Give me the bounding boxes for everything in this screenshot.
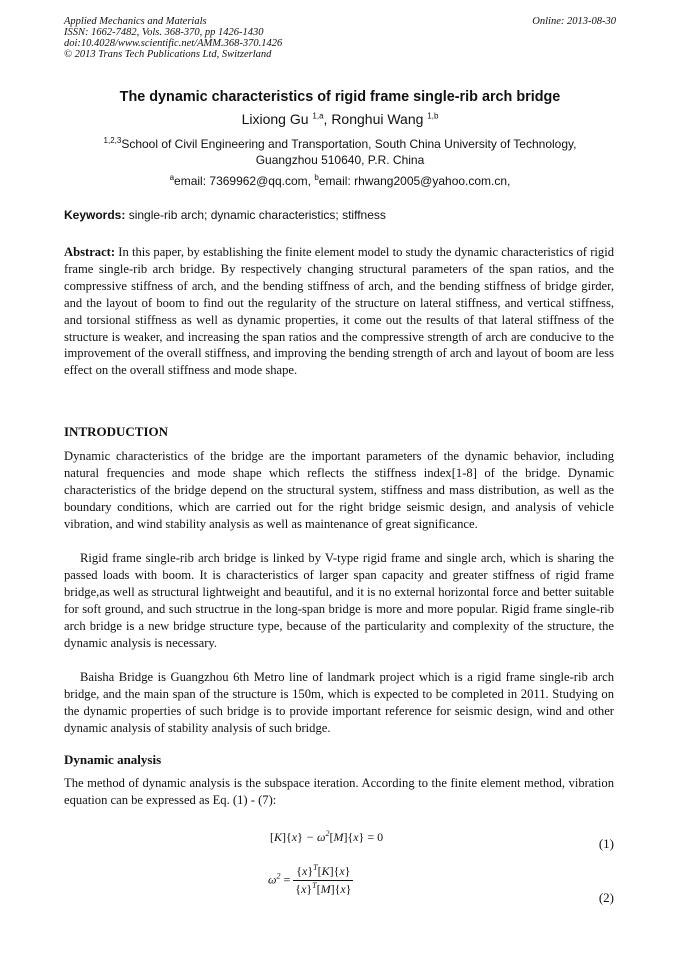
equation-1-number: (1) <box>598 836 614 851</box>
author-1-name: Lixiong Gu <box>241 111 309 127</box>
email-a-sup: a <box>169 173 175 182</box>
affiliation <box>64 136 616 168</box>
journal-copyright: © 2013 Trans Tech Publications Ltd, Switzerland <box>64 49 272 60</box>
keywords-label: Keywords: <box>64 208 126 222</box>
equation-2: $\omega^2$ = $\frac{\{x\}^T[K]\{x\}}{\{x\}^T[M]\{x\}}$ <box>268 863 352 896</box>
email-a: email: 7369962@qq.com, <box>174 174 315 188</box>
journal-name: Applied Mechanics and Materials <box>64 16 207 27</box>
equation-1: $[K]\{x\} - \omega^2[M]\{x\} = 0$ <box>270 829 384 844</box>
abstract-label: Abstract: <box>64 245 116 259</box>
keywords <box>64 208 616 222</box>
author-1-affil: 1,a <box>312 111 324 121</box>
author-separator: , <box>323 111 332 127</box>
abstract <box>64 244 614 379</box>
email-line <box>64 174 616 188</box>
equation-2-fraction: $\frac{\{x\}^T[K]\{x\}}{\{x\}^T[M]\{x\}}$ <box>295 863 352 896</box>
paper-title: The dynamic characteristics of rigid frame single-rib arch bridge <box>119 89 561 105</box>
introduction-paragraph-2: Rigid frame single-rib arch bridge is linked by V-type rigid frame and single arch, which is sharing the passed loads with boom. It is characteristics of larger span capacity and greater stiffness of rigid frame bridge,as well as structural lightweight and beautiful, and it is no external horizontal force and better suitable for soft ground, and such structrue in the long-span bridge is more and more popular. Rigid frame single-rib arch bridge is a new bridge structure type, because of the particularity and complexity of the structure, the dynamic analysis is necessary. <box>64 551 614 650</box>
journal-issn: ISSN: 1662-7482, Vols. 368-370, pp 1426-1430 <box>64 27 264 38</box>
equation-2-number: (2) <box>598 890 614 905</box>
author-2-affil: 1,b <box>427 111 439 121</box>
email-b-sup: b <box>314 173 319 182</box>
author-2-name: Ronghui Wang <box>331 111 424 127</box>
online-date: Online: 2013-08-30 <box>532 16 616 27</box>
introduction-paragraph-3: Baisha Bridge is Guangzhou 6th Metro line of landmark project which is a rigid frame single-rib arch bridge, and the main span of the structure is 150m, which is expected to be completed in 2011. Studying on the dynamic properties of such bridge is to provide important reference for seismic design, wind and other dynamic analysis of stability analysis of such bridge. <box>64 670 614 735</box>
affiliation-line-2: Guangzhou 510640, P.R. China <box>255 153 425 167</box>
abstract-text: In this paper, by establishing the finite element model to study the dynamic characteristics of rigid frame single-rib arch bridge. By respectively changing structural parameters of the span ratios, and the compressive stiffness of arch, and the bending stiffness of arch, and the bending stiffness of bridge girder, and the layout of boom to find out the regularity of the structure on lateral stiffness, and vertical stiffness, and torsional stiffness as well as dynamic properties, it come out the results of that lateral stiffness of the structure is weaker, and increasing the span ratios and the compressive strength of arch are conducive to the improvement of the overall stiffness, and improving the bending strength of arch and layout of boom are less effect on the overall stiffness and mode shape. <box>64 245 614 378</box>
introduction-paragraph-1: Dynamic characteristics of the bridge are the important parameters of the dynamic behavior, including natural frequencies and mode shape which reflects the stiffness index[1-8] of the bridge. Dynamic characteristics of the bridge depend on the structural system, stiffness and mass distribution, as well as the boundary conditions, which are carried out for the right bridge seismic design, and analysis of vehicle vibration, and wind stability analysis as well as maintenance of great significance. <box>64 449 614 531</box>
affiliation-line-1: School of Civil Engineering and Transportation, South China University of Technology, <box>121 137 577 151</box>
dynamic-analysis-paragraph: The method of dynamic analysis is the subspace iteration. According to the finite element method, vibration equation can be expressed as Eq. (1) - (7): <box>64 776 614 807</box>
journal-doi: doi:10.4028/www.scientific.net/AMM.368-370.1426 <box>64 38 283 49</box>
email-b: email: rhwang2005@yahoo.com.cn, <box>318 174 511 188</box>
introduction-heading: INTRODUCTION <box>64 424 169 439</box>
journal-header <box>64 16 616 60</box>
affiliation-sup: 1,2,3 <box>103 136 122 145</box>
dynamic-analysis-heading: Dynamic analysis <box>64 752 162 767</box>
keywords-text: single-rib arch; dynamic characteristics; stiffness <box>125 208 386 222</box>
author-line <box>64 111 616 127</box>
